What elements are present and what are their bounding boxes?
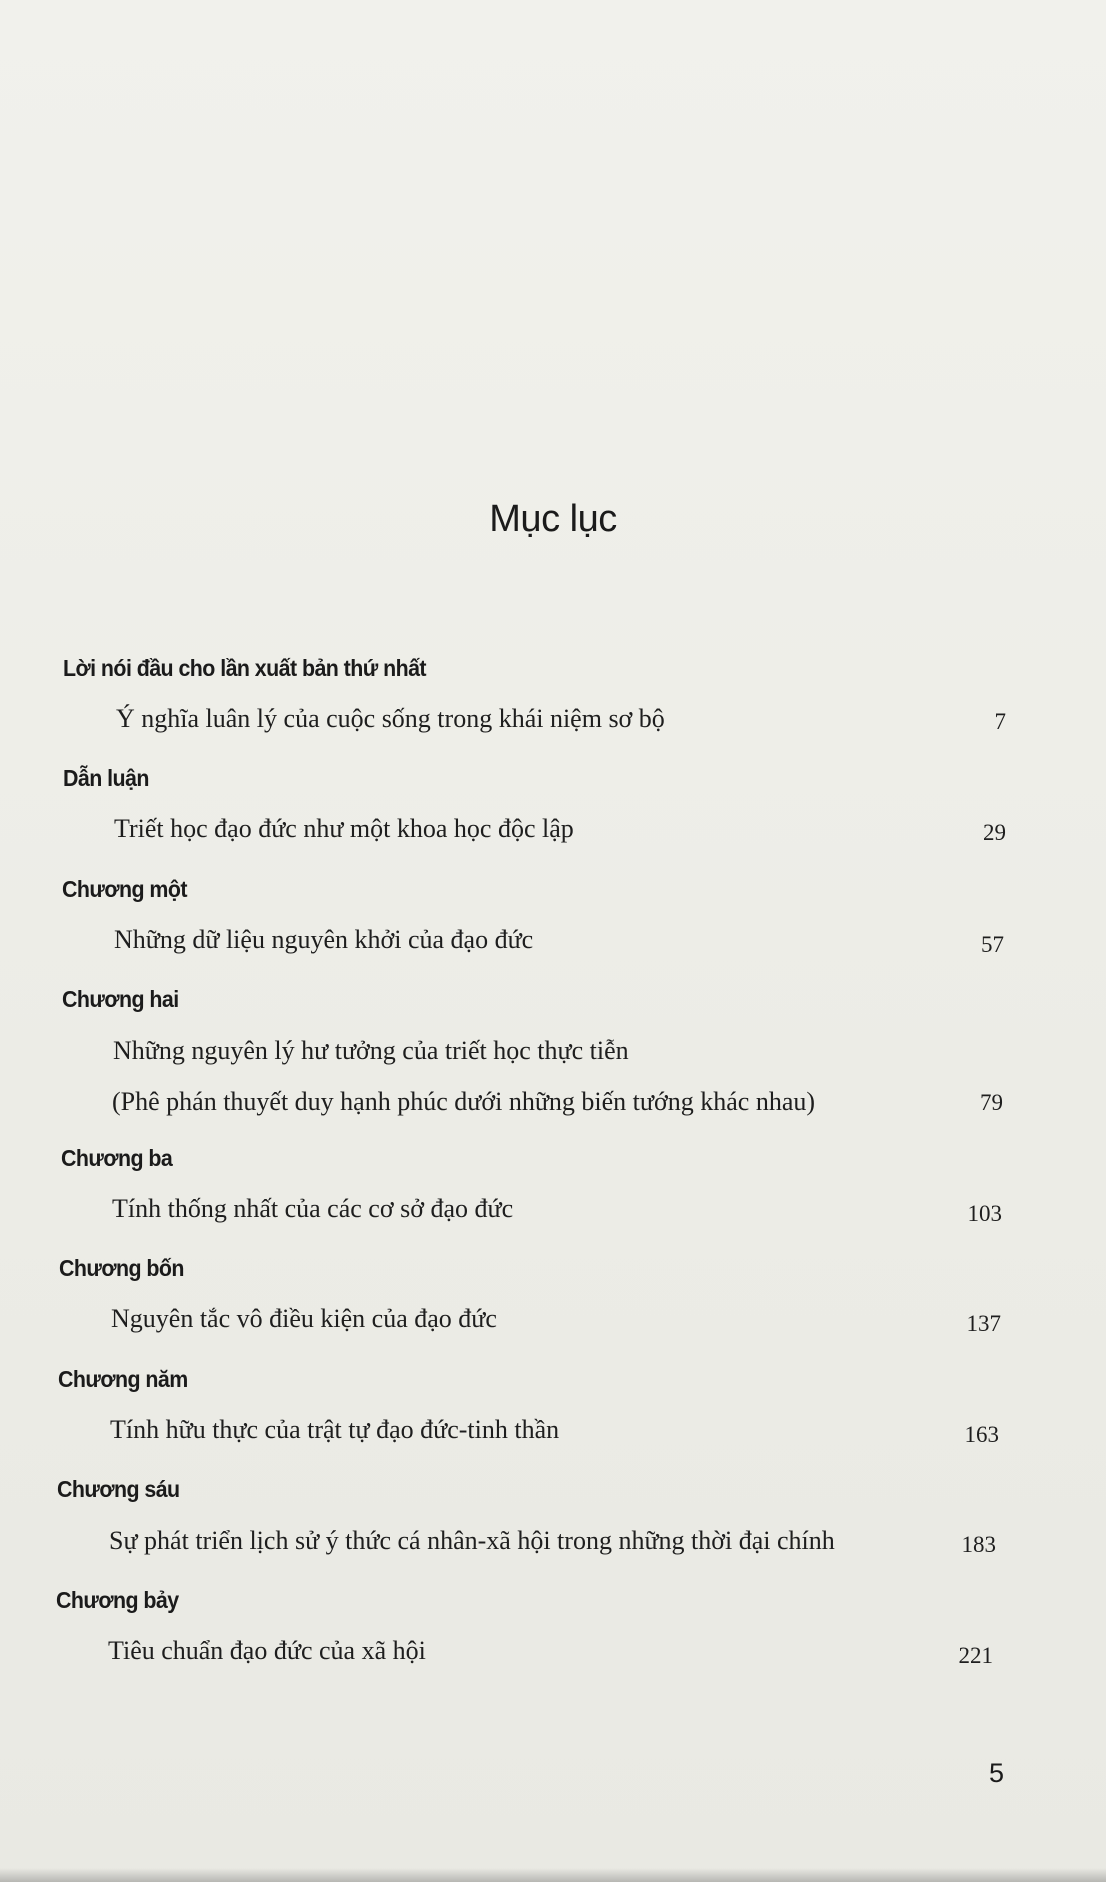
toc-entry-title: Tiêu chuẩn đạo đức của xã hội bbox=[108, 1636, 426, 1665]
toc-entry-title: Những nguyên lý hư tưởng của triết học thực tiễn bbox=[113, 1036, 629, 1065]
toc-page-number: 57 bbox=[981, 932, 1004, 957]
toc-page-number: 103 bbox=[967, 1201, 1002, 1226]
toc-heading: Chương năm bbox=[58, 1366, 188, 1392]
toc-heading: Lời nói đầu cho lần xuất bản thứ nhất bbox=[63, 655, 426, 681]
toc-entry-title: Ý nghĩa luân lý của cuộc sống trong khái niệm sơ bộ bbox=[116, 704, 665, 733]
toc-page-number: 183 bbox=[961, 1532, 996, 1557]
toc-entry-title: Nguyên tắc vô điều kiện của đạo đức bbox=[111, 1304, 497, 1333]
toc-entry-title: Những dữ liệu nguyên khởi của đạo đức bbox=[114, 925, 534, 954]
toc-page-number: 163 bbox=[964, 1422, 999, 1447]
toc-entry-title: Tính hữu thực của trật tự đạo đức-tinh thần bbox=[110, 1415, 560, 1444]
toc-heading: Chương sáu bbox=[57, 1476, 180, 1502]
toc-page-number: 79 bbox=[980, 1090, 1003, 1115]
toc-page-number: 221 bbox=[958, 1643, 993, 1668]
toc-entry-title: Tính thống nhất của các cơ sở đạo đức bbox=[112, 1194, 514, 1223]
toc-page-number: 137 bbox=[966, 1311, 1001, 1336]
toc-heading: Dẫn luận bbox=[63, 765, 149, 791]
toc-page-number: 29 bbox=[983, 820, 1006, 845]
toc-heading: Chương một bbox=[62, 876, 187, 902]
toc-heading: Chương ba bbox=[61, 1145, 173, 1171]
page-bottom-edge bbox=[0, 1868, 1106, 1882]
toc-entry-subtitle: (Phê phán thuyết duy hạnh phúc dưới những biến tướng khác nhau) bbox=[112, 1087, 816, 1116]
toc-entry-title: Triết học đạo đức như một khoa học độc lập bbox=[114, 814, 574, 843]
page-title: Mục lục bbox=[489, 498, 617, 540]
toc-page-number: 7 bbox=[994, 709, 1006, 734]
toc-heading: Chương bốn bbox=[59, 1255, 184, 1281]
toc-heading: Chương bảy bbox=[56, 1587, 179, 1613]
page-number: 5 bbox=[988, 1758, 1004, 1788]
toc-entry-title: Sự phát triển lịch sử ý thức cá nhân-xã hội trong những thời đại chính bbox=[109, 1526, 835, 1555]
toc-heading: Chương hai bbox=[62, 986, 179, 1012]
